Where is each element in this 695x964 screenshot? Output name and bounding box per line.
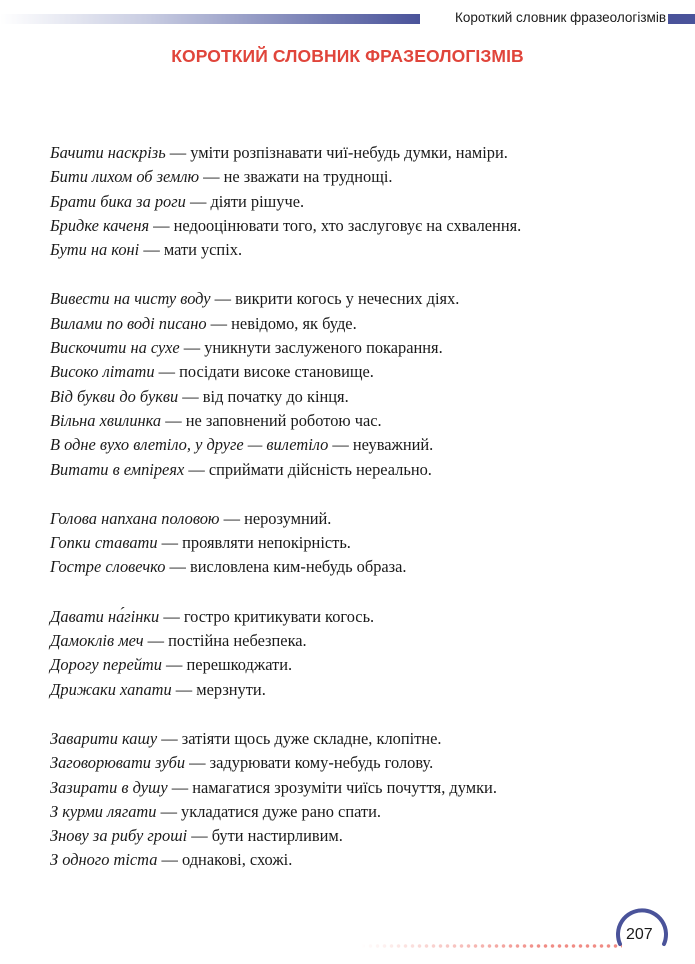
entry-definition: — висловлена ким-небудь образа. [165, 557, 407, 577]
entry-definition: — мати успіх. [139, 240, 243, 260]
entry-definition: — проявляти непокірність. [157, 533, 351, 553]
entry-definition: — намагатися зрозуміти чиїсь почуття, думки. [167, 777, 497, 797]
dictionary-entry [50, 678, 650, 702]
entry-definition: — неуважний. [328, 435, 434, 455]
entry-definition: — однакові, схожі. [157, 850, 293, 870]
entry-definition: — невідомо, як буде. [206, 313, 357, 333]
entry-definition: — від початку до кінця. [178, 386, 349, 406]
entry-phrase: Давати на́гінки [50, 606, 160, 626]
entry-definition: — сприймати дійсність нереально. [184, 459, 432, 479]
entry-phrase: В одне вухо влетіло, у друге — вилетіло [50, 435, 329, 455]
entry-definition: — уникнути заслуженого покарання. [179, 338, 443, 358]
dictionary-entry [50, 385, 650, 409]
entry-definition: — укладатися дуже рано спати. [156, 801, 381, 821]
entry-phrase: Вивести на чисту воду [50, 289, 211, 309]
entry-group [50, 605, 650, 702]
dictionary-entry [50, 848, 650, 872]
entry-phrase: Витати в емпіреях [50, 459, 185, 479]
dictionary-entry [50, 629, 650, 653]
entry-group [50, 141, 650, 262]
dictionary-entry [50, 360, 650, 384]
dictionary-entry [50, 409, 650, 433]
dictionary-entry [50, 141, 650, 165]
entry-group [50, 507, 650, 580]
dictionary-entry [50, 336, 650, 360]
entry-phrase: Гостре словечко [50, 557, 166, 577]
header-bar-end [668, 14, 695, 24]
dictionary-entry [50, 165, 650, 189]
header-bar [0, 14, 420, 24]
dictionary-entry [50, 555, 650, 579]
entry-definition: — уміти розпізнавати чиї-небудь думки, наміри. [165, 143, 508, 162]
entry-phrase: Знову за рибу гроші [50, 826, 188, 846]
entry-phrase: З одного тіста [50, 850, 158, 870]
entry-phrase: Зазирати в душу [50, 777, 168, 797]
dictionary-entry [50, 751, 650, 775]
dictionary-entry [50, 776, 650, 800]
entry-definition: — задурювати кому-небудь голову. [185, 753, 434, 773]
entry-phrase: Бачити наскрізь [50, 143, 166, 162]
entry-phrase: Вилами по воді писано [50, 313, 207, 333]
entry-phrase: Бити лихом об землю [50, 167, 200, 187]
entry-definition: — нерозумний. [219, 508, 332, 528]
entry-phrase: Від букви до букви [50, 386, 179, 406]
entry-phrase: Дорогу перейти [50, 655, 162, 675]
dictionary-list [50, 141, 650, 898]
dictionary-entry [50, 190, 650, 214]
entry-definition: — не зважати на труднощі. [199, 167, 393, 187]
entry-phrase: Голова напхана половою [50, 508, 220, 528]
entry-phrase: Дамоклів меч [50, 631, 144, 651]
dictionary-entry [50, 531, 650, 555]
entry-definition: — мерзнути. [171, 679, 266, 699]
entry-definition: — діяти рішуче. [185, 191, 305, 211]
page-number: 207 [626, 926, 653, 943]
entry-definition: — перешкоджати. [161, 655, 293, 675]
dictionary-entry [50, 800, 650, 824]
entry-group [50, 727, 650, 873]
dictionary-entry [50, 727, 650, 751]
entry-definition: — затіяти щось дуже складне, клопітне. [157, 728, 442, 748]
entry-phrase: Вільна хвилинка [50, 410, 162, 430]
entry-definition: — постійна небезпека. [143, 631, 307, 651]
entry-phrase: Брати бика за роги [50, 191, 186, 211]
footer-dots [360, 943, 622, 949]
entry-phrase: Заговорювати зуби [50, 753, 186, 773]
entry-phrase: Гопки ставати [50, 533, 158, 553]
entry-definition: — не заповнений роботою час. [161, 410, 382, 430]
entry-phrase: Бути на коні [50, 240, 140, 260]
entry-phrase: Високо літати [50, 362, 155, 382]
entry-definition: — недооцінювати того, хто заслуговує на схвалення. [149, 215, 522, 235]
entry-phrase: Бридке каченя [50, 215, 150, 235]
entry-group [50, 287, 650, 481]
running-title: Короткий словник фразеологізмів [455, 10, 666, 25]
dictionary-entry [50, 238, 650, 262]
dictionary-entry [50, 433, 650, 457]
dictionary-entry [50, 312, 650, 336]
dictionary-entry [50, 653, 650, 677]
entry-definition: — бути настирливим. [187, 826, 343, 846]
entry-phrase: Вискочити на сухе [50, 338, 180, 358]
entry-definition: — гостро критикувати когось. [159, 606, 375, 626]
dictionary-entry [50, 824, 650, 848]
entry-phrase: Заварити кашу [50, 728, 158, 748]
entry-definition: — посідати високе становище. [154, 362, 374, 382]
dictionary-entry [50, 458, 650, 482]
entry-phrase: Дрижаки хапати [50, 679, 172, 699]
dictionary-entry [50, 214, 650, 238]
entry-phrase: З курми лягати [50, 801, 157, 821]
page-title: КОРОТКИЙ СЛОВНИК ФРАЗЕОЛОГІЗМІВ [171, 46, 524, 66]
entry-definition: — викрити когось у нечесних діях. [210, 289, 460, 309]
dictionary-entry [50, 507, 650, 531]
dictionary-entry [50, 287, 650, 311]
dictionary-entry [50, 605, 650, 629]
